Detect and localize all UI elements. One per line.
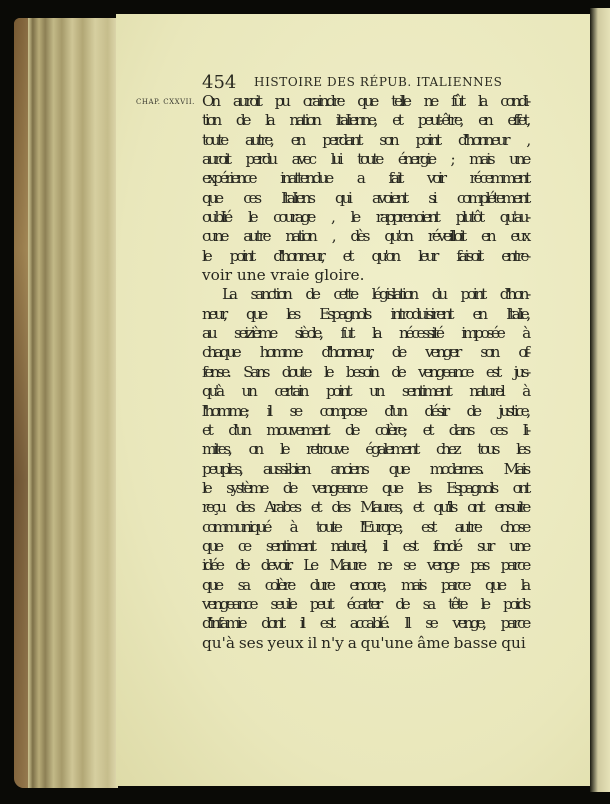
text-line: On auroit pu craindre que telle ne fût la condi- [202, 92, 528, 110]
text-line: chaque homme d'honneur, de venger son of- [202, 343, 528, 362]
text-line: cune autre nation , dès qu'on réveilloit en eux [202, 227, 528, 246]
text-line: au seizième siècle, fut la nécessité imposée à [202, 324, 528, 343]
text-line: neur, que les Espagnols introduisirent en Italie, [202, 304, 528, 323]
text-line: peuples, aussi-bien anciens que modernes. Mais [202, 459, 528, 478]
page-stack-edge [14, 18, 118, 788]
text-line: et d'un mouvement de colère; et dans ces li- [202, 420, 528, 439]
text-line: oublié le courage , le rapprenoient plutôt qu'au- [202, 208, 528, 227]
body-text [202, 92, 528, 653]
text-line: le système de vengeance que les Espagnols ont [202, 478, 528, 497]
text-line: voir une vraie gloire. [202, 266, 365, 285]
text-line: mites, on le retrouve également chez tous les [202, 440, 528, 459]
running-title: HISTOIRE DES RÉPUB. ITALIENNES [254, 75, 503, 89]
chapter-margin-note: CHAP. CXXVII. [136, 98, 195, 106]
text-line: La sanction de cette législation du point d'hon- [222, 285, 528, 304]
text-line: vengeance seule peut écarter de sa tête le poids [202, 594, 528, 613]
text-line: que sa colère dure encore, mais parce que la [202, 575, 528, 594]
text-line: auroit perdu avec lui toute énergie ; mais une [202, 150, 528, 169]
text-line: le point d'honneur, et qu'on leur faisoit entre- [202, 246, 528, 265]
text-line: toute autre, en perdant son point d'honneur , [202, 130, 528, 149]
text-line: idée de devoir. Le Maure ne se venge pas parce [202, 556, 528, 575]
facing-page-edge [590, 8, 610, 792]
text-line: fense. Sans doute le besoin de vengeance est jus- [202, 362, 528, 381]
text-line: expérience inattendue a fait voir récemment [202, 169, 528, 188]
page-header [202, 72, 532, 92]
text-line: qu'à un certain point un sentiment naturel à [202, 382, 528, 401]
text-line: reçu des Arabes et des Maures, et qu'ils ont ensuite [202, 498, 528, 517]
page-number: 454 [202, 72, 237, 93]
text-line: qu'à ses yeux il n'y a qu'une âme basse qui [202, 633, 526, 652]
text-line: communiqué à toute l'Europe, est autre chose [202, 517, 528, 536]
text-line: l'homme; il se compose d'un désir de justice, [202, 401, 528, 420]
text-line: tion de la nation italienne, et peut-être, en effet, [202, 111, 528, 130]
text-line: que ces Italiens qui avoient si complétement [202, 188, 528, 207]
text-line: d'infamie dont il est accablé. Il se venge, parce [202, 614, 528, 633]
text-line: que ce sentiment naturel, il est fondé sur une [202, 536, 528, 555]
